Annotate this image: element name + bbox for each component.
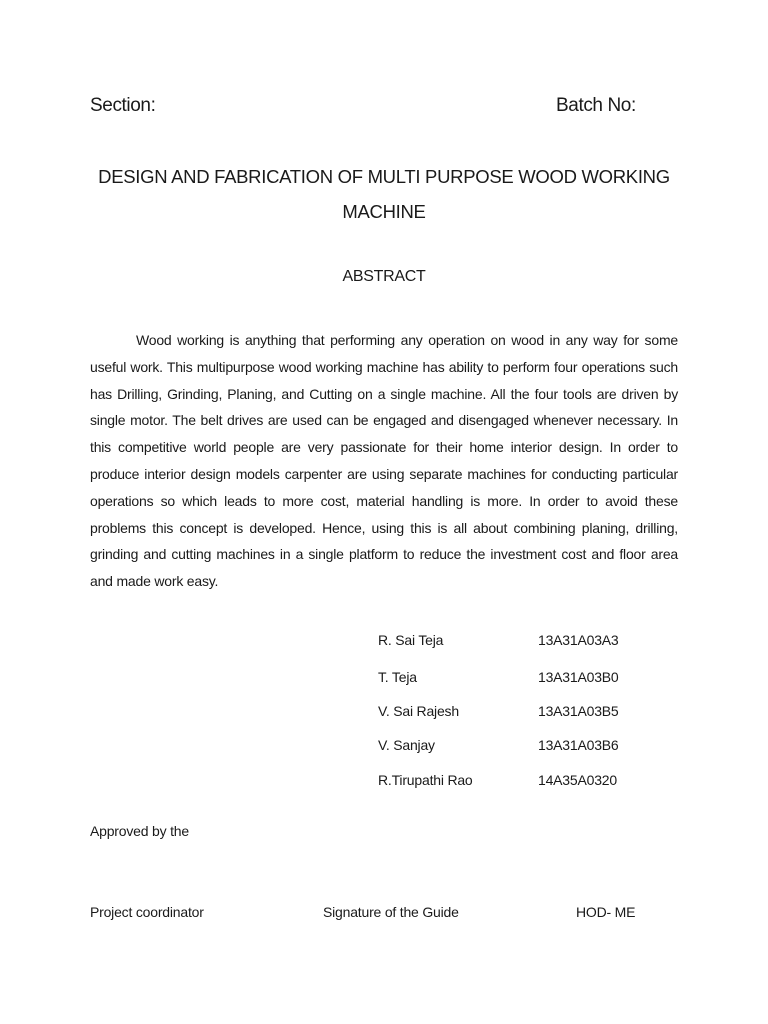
student-name: V. Sanjay	[378, 737, 435, 753]
abstract-heading: ABSTRACT	[342, 268, 426, 285]
student-roll-number: 13A31A03A3	[538, 632, 619, 648]
student-roll-number: 13A31A03B5	[538, 703, 619, 719]
document-title-line-1: DESIGN AND FABRICATION OF MULTI PURPOSE WOOD WORKING	[98, 166, 670, 187]
abstract-paragraph: Wood working is anything that performing any operation on wood in any way for some useful work. This multipurpose wood working machine has ability to perform four operations such has Drilling, Grinding, Planing, and Cutting on a single machine. All the four tools are driven by single motor. The belt drives are used can be engaged and disengaged whenever necessary. In this competitive world people are very passionate for their home interior design. In order to produce interior design models carpenter are using separate machines for conducting particular operations so which leads to more cost, material handling is more. In order to avoid these problems this concept is developed. Hence, using this is all about combining planing, drilling, grinding and cutting machines in a single platform to reduce the investment cost and floor area and made work easy.	[90, 332, 678, 590]
section-label: Section:	[90, 95, 156, 116]
student-name: R. Sai Teja	[378, 632, 444, 648]
student-roll-number: 13A31A03B6	[538, 737, 619, 753]
approved-by-label: Approved by the	[90, 823, 189, 839]
student-name: V. Sai Rajesh	[378, 703, 459, 719]
student-roll-number: 14A35A0320	[538, 772, 617, 788]
hod-label: HOD- ME	[576, 904, 636, 920]
guide-signature-label: Signature of the Guide	[323, 904, 459, 920]
student-name: R.Tirupathi Rao	[378, 772, 473, 788]
project-coordinator-label: Project coordinator	[90, 904, 204, 920]
student-roll-number: 13A31A03B0	[538, 669, 619, 685]
batch-number-label: Batch No:	[556, 95, 636, 116]
student-name: T. Teja	[378, 669, 417, 685]
document-title-line-2: MACHINE	[342, 201, 426, 222]
